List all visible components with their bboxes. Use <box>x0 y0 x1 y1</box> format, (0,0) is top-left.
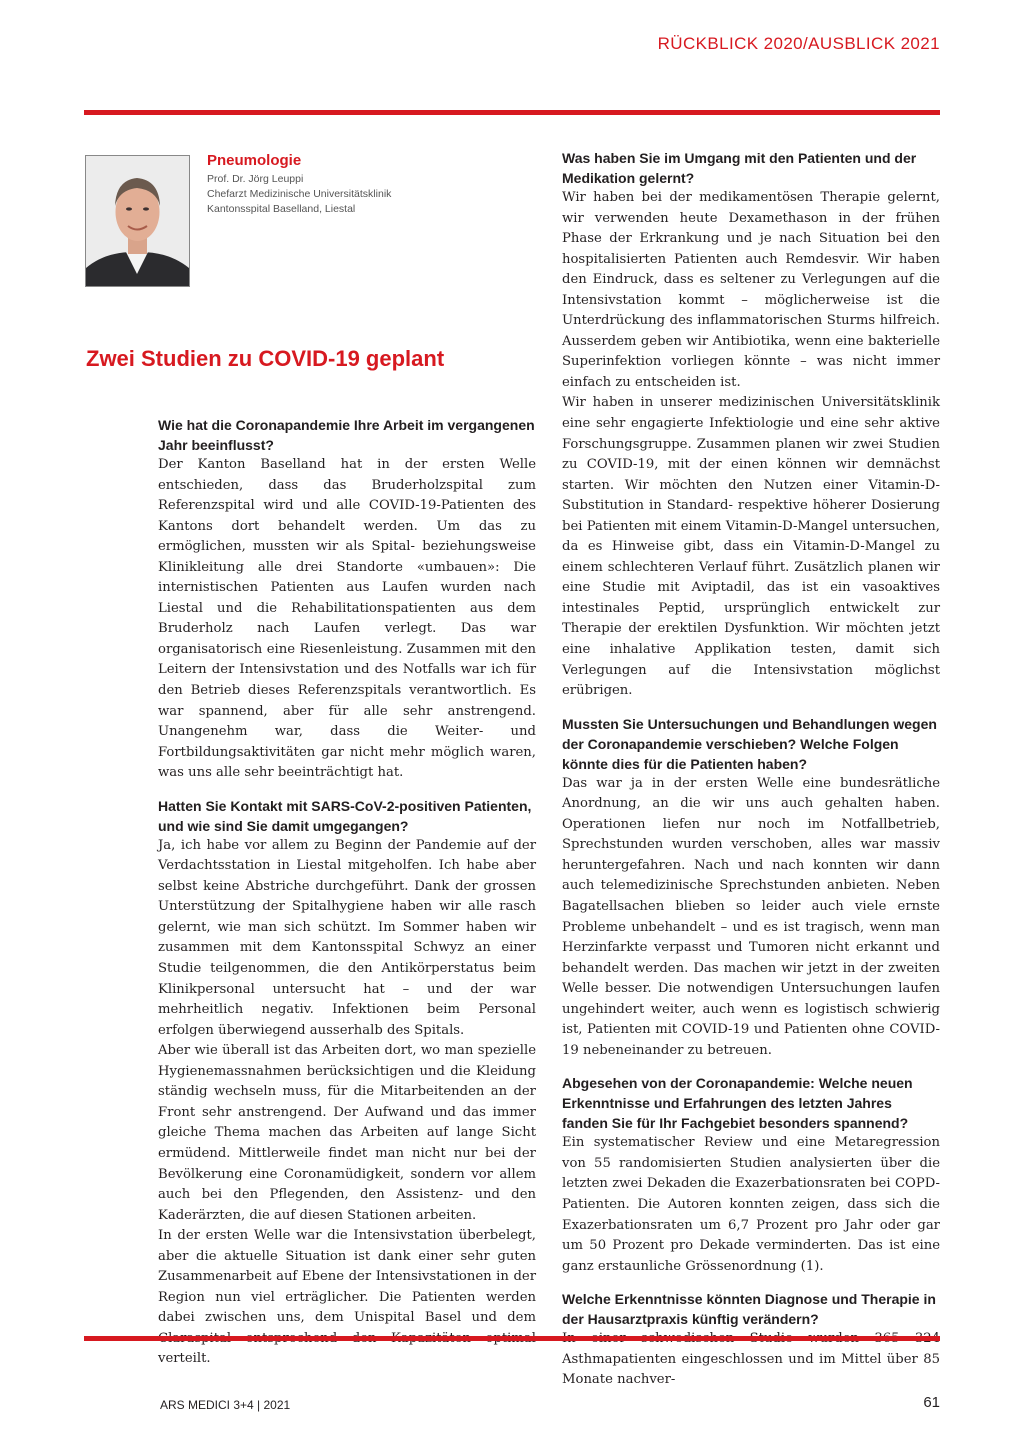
author-position: Chefarzt Medizinische Universitätsklinik <box>207 188 392 200</box>
department-label: Pneumologie <box>207 152 302 169</box>
answer-paragraph: Wir haben bei der medikamentösen Therapie gelernt, wir verwenden heute Dexamethason in der frühen Phase der Erkrankung und je nach Situation bei den hospitalisierten Patienten auch Remdesvir. Wir haben den Eindruck, dass es seltener zu Verlegungen auf die Intensivstation kommt – möglicherweise ist die Unterdrückung des inflammatorischen Sturms hilfreich. Ausserdem geben wir Antibiotika, wenn eine bakterielle Superinfektion vorliegen könnte – was nicht immer einfach zu entscheiden ist. <box>562 190 940 390</box>
question-heading: Abgesehen von der Coronapandemie: Welche neuen Erkenntnisse und Erfahrungen des letzten Jahres fanden Sie für Ihr Fachgebiet besonders spannend? <box>562 1075 913 1132</box>
question-heading: Hatten Sie Kontakt mit SARS-CoV-2-positiven Patienten, und wie sind Sie damit umgegangen? <box>158 797 532 834</box>
left-column <box>158 415 536 1370</box>
question-heading: Welche Erkenntnisse könnten Diagnose und Therapie in der Hausarztpraxis künftig verändern? <box>562 1291 936 1328</box>
article-title: Zwei Studien zu COVID-19 geplant <box>86 346 445 371</box>
question-heading: Wie hat die Coronapandemie Ihre Arbeit im vergangenen Jahr beeinflusst? <box>158 417 535 453</box>
answer-paragraph: Das war ja in der ersten Welle eine bundesrätliche Anordnung, an die wir uns auch gehalten haben. Operationen liefen nur noch im Notfallbetrieb, Sprechstunden wurden verschoben, alles war massiv heruntergefahren. Nach und nach konnten wir dann auch telemedizinische Sprechstunden anbieten. Neben Bagatellsachen blieben so leider auch viele ernste Probleme unbehandelt – und es ist tragisch, wenn man Herzinfarkte verpasst und Tumoren nicht erkannt und behandelt werden. Das machen wir jetzt in der zweiten Welle besser. Die notwendigen Untersuchungen laufen ungehindert weiter, auch wenn es logistisch schwierig ist, Patienten mit COVID-19 und Patienten ohne COVID-19 nebeneinander zu betreuen. <box>562 775 940 1058</box>
question-heading: Was haben Sie im Umgang mit den Patienten und der Medikation gelernt? <box>562 150 917 186</box>
journal-footer: ARS MEDICI 3+4 | 2021 <box>160 1398 291 1412</box>
answer-paragraph: Ein systematischer Review und eine Metaregression von 55 randomisierten Studien analysierten über die letzten zwei Dekaden die Exazerbationsraten bei COPD-Patienten. Die Autoren konnten zeigen, dass sich die Exazerbationsraten um 6,7 Prozent pro Jahr oder gar um 50 Prozent pro Dekade verminderten. Das ist eine ganz erstaunliche Grössenordnung (1). <box>562 1135 940 1274</box>
question-heading: Mussten Sie Untersuchungen und Behandlungen wegen der Coronapandemie verschieben? Welche Folgen könnte dies für die Patienten haben? <box>562 715 937 772</box>
right-column <box>562 148 940 1391</box>
section-header: RÜCKBLICK 2020/AUSBLICK 2021 <box>657 34 940 53</box>
answer-paragraph: Der Kanton Baselland hat in der ersten Welle entschieden, dass das Bruderholzspital zum Referenzspital wird und alle COVID-19-Patienten des Kantons dort behandelt werden. Um das zu ermöglichen, mussten wir als Spital- beziehungsweise Klinikleitung alle drei Standorte «umbauen»: Die internistischen Patienten aus Laufen wurden nach Liestal und die Rehabilitationspatienten aus dem Bruderholz nach Laufen verlegt. Das war organisatorisch eine Riesenleistung. Zusammen mit den Leitern der Intensivstation und des Notfalls war ich für den Betrieb dieses Referenzspitals verantwortlich. Es war spannend, aber für alle sehr anstrengend. Unangenehm war, dass die Weiter- und Fortbildungsaktivitäten gar nicht mehr möglich waren, was uns alle sehr beeinträchtigt hat. <box>158 457 536 781</box>
author-hospital: Kantonsspital Baselland, Liestal <box>207 203 356 215</box>
author-box <box>207 152 437 217</box>
top-red-rule <box>84 110 940 115</box>
answer-paragraph: Ja, ich habe vor allem zu Beginn der Pandemie auf der Verdachtsstation in Liestal mitgeholfen. Ich habe aber selbst keine Abstriche durchgeführt. Dank der grossen Unterstützung der Spitalhygiene haben wir alle rasch gelernt, wie man sich schützt. Im Sommer haben wir zusammen mit dem Kantonsspital Schwyz an einer Studie teilgenommen, die den Antikörperstatus beim Klinikpersonal untersucht hat – und der war mehrheitlich negativ. Infektionen beim Personal erfolgen überwiegend ausserhalb des Spitals. <box>158 837 536 1038</box>
answer-paragraph: In der ersten Welle war die Intensivstation überbelegt, aber die aktuelle Situation ist dank einer sehr guten Zusammenarbeit auf Ebene der Intensivstationen in der Region nun viel erträglicher. Die Patienten werden dabei zwischen uns, dem Unispital Basel und dem verteilt. <box>158 1228 536 1367</box>
answer-paragraph: Wir haben in unserer medizinischen Universitätsklinik eine sehr engagierte Infektiologie und eine sehr aktive Forschungsgruppe. Zusammen planen wir zwei Studien zu COVID-19, mit der einen können wir demnächst starten. Wir möchten den Nutzen einer Vitamin-D-Substitution in Standard- respektive höherer Dosierung bei Patienten mit einem Vitamin-D-Mangel untersuchen, da es Hinweise gibt, dass ein Vitamin-D-Mangel zu einem schlechteren Verlauf führt. Zusätzlich planen wir eine Studie mit Aviptadil, das ist ein vasoaktives intestinales Peptid, ursprünglich entwickelt zur Therapie der erektilen Dysfunktion. Wir möchten jetzt eine inhalative Applikation testen, damit sich Verlegungen auf die Intensivstation möglichst erübrigen. <box>562 395 940 699</box>
page-number: 61 <box>923 1394 940 1411</box>
answer-paragraph: Asthmapatienten eingeschlossen und im Mittel über 85 Monate nachver- <box>562 1351 940 1388</box>
author-photo <box>85 155 190 287</box>
bottom-red-rule <box>84 1336 940 1341</box>
author-name: Prof. Dr. Jörg Leuppi <box>207 173 304 185</box>
answer-paragraph: Aber wie überall ist das Arbeiten dort, wo man spezielle Hygienemassnahmen berücksichtigen und die Kleidung ständig wechseln muss, für die Mitarbeitenden an der Front sehr anstrengend. Der Aufwand und das immer gleiche Thema machen das Arbeiten auf lange Sicht ermüdend. Mittlerweile findet man nicht nur bei der Bevölkerung eine Coronamüdigkeit, sondern vor allem auch bei den Pflegenden, den Assistenz- und den Kaderärzten, die auf diesen Stationen arbeiten. <box>158 1043 536 1223</box>
